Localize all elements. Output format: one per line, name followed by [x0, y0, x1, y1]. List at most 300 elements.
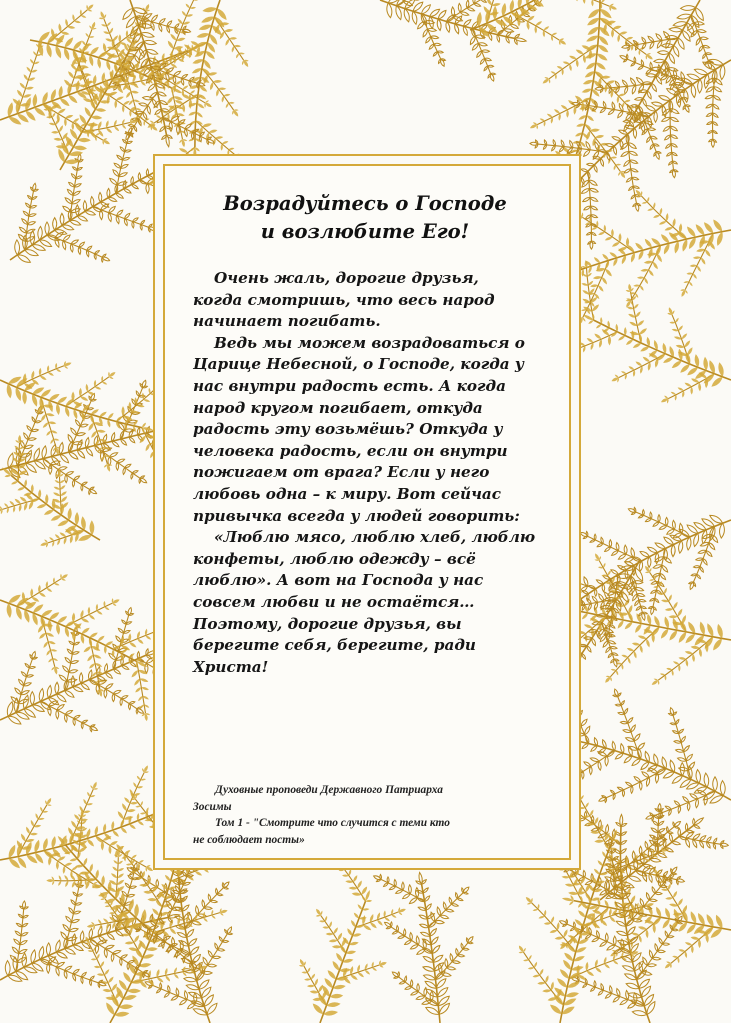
fern-leaf — [75, 903, 81, 905]
fern-leaf — [46, 650, 50, 656]
fern-leaf — [389, 886, 395, 889]
fern-leaf — [446, 22, 450, 33]
fern-leaf — [149, 388, 151, 394]
fern-leaf — [419, 872, 422, 884]
fern-leaf — [216, 888, 218, 894]
fern-leaf — [103, 43, 106, 53]
fern-leaf — [631, 78, 636, 85]
fern-leaf — [121, 696, 128, 699]
fern-leaf — [38, 42, 43, 57]
fern-leaf — [403, 894, 411, 899]
fern-leaf — [402, 882, 405, 890]
fern-leaf — [403, 1, 412, 5]
fern-leaf — [19, 504, 22, 512]
fern-leaf — [19, 950, 27, 954]
fern-leaf — [529, 955, 532, 960]
fern-leaf — [72, 200, 80, 204]
fern-leaf — [146, 443, 150, 451]
fern-leaf — [116, 416, 122, 421]
fern-leaf — [584, 150, 591, 157]
fern-leaf — [426, 37, 431, 43]
fern-leaf — [89, 615, 95, 620]
fern-leaf — [50, 649, 57, 651]
fern-leaf — [672, 520, 675, 529]
fern-leaf — [127, 963, 129, 970]
fern-leaf — [591, 232, 596, 235]
fern-leaf — [95, 251, 100, 254]
fern-leaf — [534, 962, 537, 968]
fern-leaf — [651, 828, 658, 833]
fern-leaf — [215, 136, 223, 139]
fern-leaf — [437, 19, 441, 31]
fern-leaf — [581, 795, 584, 800]
fern-leaf — [544, 77, 549, 79]
fern-leaf — [198, 914, 207, 917]
fern-leaf — [150, 121, 154, 124]
fern-leaf — [117, 874, 124, 879]
fern-leaf — [125, 941, 134, 944]
fern-leaf — [565, 992, 579, 997]
fern-leaf — [86, 384, 89, 392]
fern-leaf — [596, 63, 606, 70]
fern-leaf — [130, 802, 138, 805]
fern-leaf — [58, 881, 61, 886]
fern-leaf — [544, 26, 550, 30]
fern-leaf — [661, 234, 669, 243]
fern-leaf — [59, 125, 63, 132]
fern-leaf — [20, 941, 27, 945]
fern-leaf — [591, 206, 598, 210]
fern-leaf — [590, 540, 595, 542]
fern-leaf — [423, 967, 435, 972]
fern-leaf — [132, 878, 138, 880]
fern-leaf — [683, 797, 689, 803]
fern-leaf — [587, 338, 594, 343]
fern-leaf — [80, 397, 88, 401]
fern-leaf — [611, 790, 615, 794]
fern-leaf — [50, 439, 53, 444]
fern-leaf — [652, 887, 655, 894]
fern-leaf — [669, 615, 678, 618]
fern-leaf — [627, 648, 634, 651]
fern-leaf — [588, 9, 600, 18]
fern-leaf — [104, 14, 106, 18]
fern-leaf — [640, 347, 649, 352]
fern-leaf — [582, 299, 590, 303]
fern-leaf — [682, 333, 688, 339]
fern-leaf — [60, 485, 65, 489]
fern-leaf — [80, 931, 84, 942]
fern-leaf — [106, 128, 112, 133]
text-line: Христа! — [193, 657, 269, 676]
fern-leaf — [464, 20, 471, 27]
fern-leaf — [665, 608, 674, 611]
fern-leaf — [409, 885, 412, 894]
fern-leaf — [204, 60, 211, 69]
fern-leaf — [626, 178, 632, 182]
fern-leaf — [679, 657, 687, 660]
fern-leaf — [468, 937, 473, 943]
fern-leaf — [631, 63, 635, 66]
fern-leaf — [713, 104, 719, 109]
fern-leaf — [192, 955, 200, 964]
fern-leaf — [216, 89, 219, 97]
fern-leaf — [653, 522, 659, 526]
fern-leaf — [128, 960, 134, 963]
fern-leaf — [672, 956, 678, 958]
fern-leaf — [139, 50, 146, 60]
fern-leaf — [46, 943, 50, 956]
fern-leaf — [97, 954, 100, 960]
fern-leaf — [234, 110, 239, 117]
fern-leaf — [56, 861, 59, 870]
fern-leaf — [112, 603, 116, 606]
fern-leaf — [157, 977, 164, 982]
fern-leaf — [591, 987, 596, 991]
fern-leaf — [544, 910, 546, 917]
fern-leaf — [143, 399, 150, 402]
fern-leaf — [86, 123, 98, 127]
fern-leaf — [68, 435, 73, 444]
fern-leaf — [138, 173, 140, 180]
fern-leaf — [594, 534, 596, 540]
fern-leaf — [653, 262, 658, 270]
fern-leaf — [210, 900, 217, 902]
fern-leaf — [649, 579, 654, 581]
fern-leaf — [640, 285, 644, 290]
fern-leaf — [68, 71, 74, 78]
fern-leaf — [174, 71, 181, 75]
fern-leaf — [571, 966, 584, 971]
fern-leaf — [82, 628, 90, 634]
fern-leaf — [633, 128, 636, 138]
fern-leaf — [333, 961, 340, 971]
fern-leaf — [657, 254, 662, 263]
fern-leaf — [358, 904, 363, 910]
fern-leaf — [673, 618, 678, 630]
fern-leaf — [684, 746, 690, 752]
fern-leaf — [584, 624, 593, 628]
fern-leaf — [650, 144, 653, 149]
fern-leaf — [696, 770, 700, 784]
text-line: когда смотришь, что весь народ — [193, 290, 495, 309]
fern-leaf — [699, 46, 703, 52]
fern-leaf — [632, 643, 640, 646]
fern-leaf — [594, 165, 597, 172]
fern-leaf — [74, 715, 80, 718]
fern-leaf — [25, 664, 29, 668]
fern-leaf — [559, 38, 564, 40]
fern-leaf — [685, 340, 691, 347]
fern-leaf — [679, 325, 683, 331]
fern-leaf — [563, 960, 571, 970]
fern-leaf — [665, 963, 671, 968]
fern-leaf — [638, 515, 643, 518]
fern-leaf — [618, 554, 626, 559]
fern-leaf — [73, 146, 87, 151]
fern-leaf — [202, 987, 211, 998]
fern-leaf — [63, 866, 66, 874]
fern-leaf — [41, 389, 51, 397]
fern-leaf — [690, 582, 694, 589]
fern-leaf — [690, 387, 693, 395]
fern-leaf — [316, 909, 321, 916]
fern-leaf — [635, 624, 642, 633]
fern-leaf — [63, 925, 69, 932]
fern-leaf — [693, 834, 700, 840]
fern-leaf — [537, 982, 545, 985]
fern-leaf — [65, 37, 74, 47]
fern-leaf — [583, 318, 586, 322]
fern-leaf — [624, 100, 630, 102]
fern-leaf — [128, 633, 131, 642]
text-line: Поэтому, дорогие друзья, вы — [193, 614, 462, 633]
fern-leaf — [112, 984, 117, 992]
fern-leaf — [122, 803, 127, 811]
fern-leaf — [685, 951, 687, 958]
fern-leaf — [456, 949, 458, 956]
fern-leaf — [90, 47, 99, 55]
fern-leaf — [620, 721, 627, 723]
fern-leaf — [610, 4, 614, 7]
fern-leaf — [624, 709, 627, 715]
fern-leaf — [523, 948, 525, 952]
fern-leaf — [107, 188, 110, 197]
fern-leaf — [626, 339, 633, 345]
fern-leaf — [215, 943, 218, 949]
fern-leaf — [325, 916, 327, 922]
fern-leaf — [599, 36, 609, 45]
fern-leaf — [89, 980, 91, 986]
fern-leaf — [69, 670, 78, 673]
fern-leaf — [614, 146, 617, 155]
fern-leaf — [608, 653, 612, 658]
fern-leaf — [650, 512, 652, 519]
fern-leaf — [632, 177, 639, 180]
fern-leaf — [440, 915, 449, 918]
fern-leaf — [673, 602, 677, 609]
fern-leaf — [80, 819, 88, 822]
fern-leaf — [124, 189, 131, 193]
fern-leaf — [685, 290, 688, 294]
fern-leaf — [647, 614, 651, 625]
fern-leaf — [93, 882, 98, 884]
fern-leaf — [642, 872, 646, 881]
fern-leaf — [60, 480, 65, 483]
fern-leaf — [184, 955, 189, 957]
fern-leaf — [232, 46, 235, 53]
fern-leaf — [128, 704, 130, 710]
fern-leaf — [619, 233, 622, 242]
fern-leaf — [39, 593, 46, 597]
fern-leaf — [707, 122, 713, 125]
fern-leaf — [83, 201, 86, 212]
fern-leaf — [137, 776, 141, 780]
fern-leaf — [703, 53, 706, 58]
fern-leaf — [447, 967, 456, 970]
fern-leaf — [605, 756, 608, 766]
fern-leaf — [87, 655, 93, 662]
text-line: люблю». А вот на Господа у нас — [193, 571, 484, 590]
fern-leaf — [628, 1003, 636, 1008]
fern-leaf — [108, 413, 114, 419]
fern-leaf — [365, 970, 370, 975]
fern-leaf — [583, 870, 585, 877]
fern-leaf — [575, 919, 583, 926]
fern-leaf — [598, 990, 603, 995]
fern-leaf — [410, 933, 413, 941]
fern-leaf — [646, 53, 651, 55]
fern-leaf — [32, 963, 43, 971]
fern-leaf — [639, 328, 647, 334]
fern-leaf — [196, 906, 199, 915]
fern-leaf — [164, 993, 169, 998]
fern-leaf — [645, 842, 648, 850]
fern-leaf — [606, 647, 610, 653]
fern-leaf — [15, 688, 21, 695]
fern-leaf — [53, 493, 60, 497]
fern-leaf — [21, 933, 28, 936]
fern-leaf — [569, 64, 572, 71]
fern-leaf — [426, 1007, 439, 1014]
fern-leaf — [477, 51, 482, 57]
fern-leaf — [581, 189, 589, 194]
fern-leaf — [685, 823, 687, 830]
fern-leaf — [639, 90, 648, 93]
fern-leaf — [717, 624, 722, 639]
fern-leaf — [673, 929, 679, 931]
fern-leaf — [613, 936, 616, 945]
fern-leaf — [630, 160, 638, 163]
fern-leaf — [47, 365, 49, 372]
fern-leaf — [638, 635, 647, 639]
fern-leaf — [703, 559, 707, 565]
fern-leaf — [658, 821, 664, 825]
fern-leaf — [89, 929, 93, 939]
fern-leaf — [139, 860, 144, 863]
fern-leaf — [437, 979, 446, 988]
fern-leaf — [48, 421, 56, 424]
fern-leaf — [458, 955, 465, 957]
fern-leaf — [636, 203, 639, 211]
fern-leaf — [594, 334, 601, 340]
fern-leaf — [586, 142, 590, 150]
fern-leaf — [588, 281, 593, 286]
fern-leaf — [647, 197, 649, 202]
fern-stem — [575, 60, 731, 184]
fern-leaf — [713, 131, 718, 134]
fern-leaf — [595, 87, 603, 90]
fern-leaf — [669, 28, 682, 32]
fern-leaf — [333, 985, 346, 989]
fern-leaf — [694, 22, 704, 25]
fern-leaf — [147, 105, 150, 114]
fern-leaf — [229, 37, 237, 40]
fern-leaf — [23, 901, 26, 909]
fern-leaf — [125, 883, 130, 888]
fern-leaf — [202, 971, 212, 974]
fern-leaf — [620, 1000, 628, 1005]
fern-leaf — [61, 32, 70, 35]
fern-leaf — [23, 915, 28, 918]
fern-leaf — [126, 92, 131, 98]
fern-leaf — [137, 652, 139, 659]
fern-leaf — [649, 950, 652, 958]
fern-leaf — [642, 202, 648, 204]
fern-leaf — [39, 633, 46, 639]
fern-leaf — [578, 910, 585, 917]
fern-leaf — [40, 807, 42, 812]
fern-leaf — [692, 654, 695, 662]
fern-leaf — [189, 138, 196, 141]
fern-leaf — [616, 670, 618, 675]
fern-leaf — [671, 144, 677, 147]
fern-leaf — [618, 111, 623, 118]
fern-leaf — [122, 620, 126, 624]
fern-leaf — [145, 636, 151, 640]
fern-leaf — [56, 369, 61, 372]
fern-leaf — [587, 18, 600, 25]
fern-leaf — [16, 971, 28, 979]
fern-leaf — [135, 55, 140, 63]
fern-leaf — [95, 387, 102, 390]
fern-leaf — [687, 924, 696, 934]
fern-leaf — [207, 1003, 217, 1014]
fern-leaf — [569, 901, 574, 906]
fern-leaf — [87, 246, 92, 250]
fern-leaf — [73, 167, 78, 170]
fern-leaf — [63, 235, 70, 241]
fern-leaf — [98, 919, 102, 924]
fern-leaf — [627, 307, 634, 309]
fern-leaf — [592, 107, 597, 111]
fern-leaf — [8, 975, 22, 981]
fern-leaf — [186, 4, 190, 9]
fern-leaf — [85, 438, 89, 448]
fern-leaf — [672, 361, 682, 368]
fern-leaf — [204, 995, 213, 1006]
fern-leaf — [334, 927, 338, 934]
fern-leaf — [582, 744, 588, 749]
fern-leaf — [597, 543, 603, 546]
fern-leaf — [91, 116, 103, 120]
fern-leaf — [52, 848, 61, 857]
fern-leaf — [32, 417, 35, 422]
fern-leaf — [167, 21, 172, 26]
fern-leaf — [423, 29, 427, 37]
fern-leaf — [79, 847, 87, 852]
fern-leaf — [70, 858, 78, 861]
fern-leaf — [30, 206, 36, 208]
fern-leaf — [88, 5, 94, 10]
fern-leaf — [349, 869, 352, 876]
fern-leaf — [76, 80, 80, 92]
fern-leaf — [222, 141, 229, 144]
fern-leaf — [632, 759, 641, 766]
fern-leaf — [81, 977, 83, 984]
fern-leaf — [113, 950, 121, 953]
fern-leaf — [347, 928, 352, 936]
fern-leaf — [626, 37, 633, 40]
fern-leaf — [135, 806, 140, 808]
fern-leaf — [523, 959, 529, 961]
fern-leaf — [209, 130, 218, 133]
fern-leaf — [588, 320, 593, 324]
fern-leaf — [606, 825, 609, 834]
fern-leaf — [592, 596, 597, 602]
fern-leaf — [74, 476, 80, 480]
fern-leaf — [159, 19, 165, 24]
